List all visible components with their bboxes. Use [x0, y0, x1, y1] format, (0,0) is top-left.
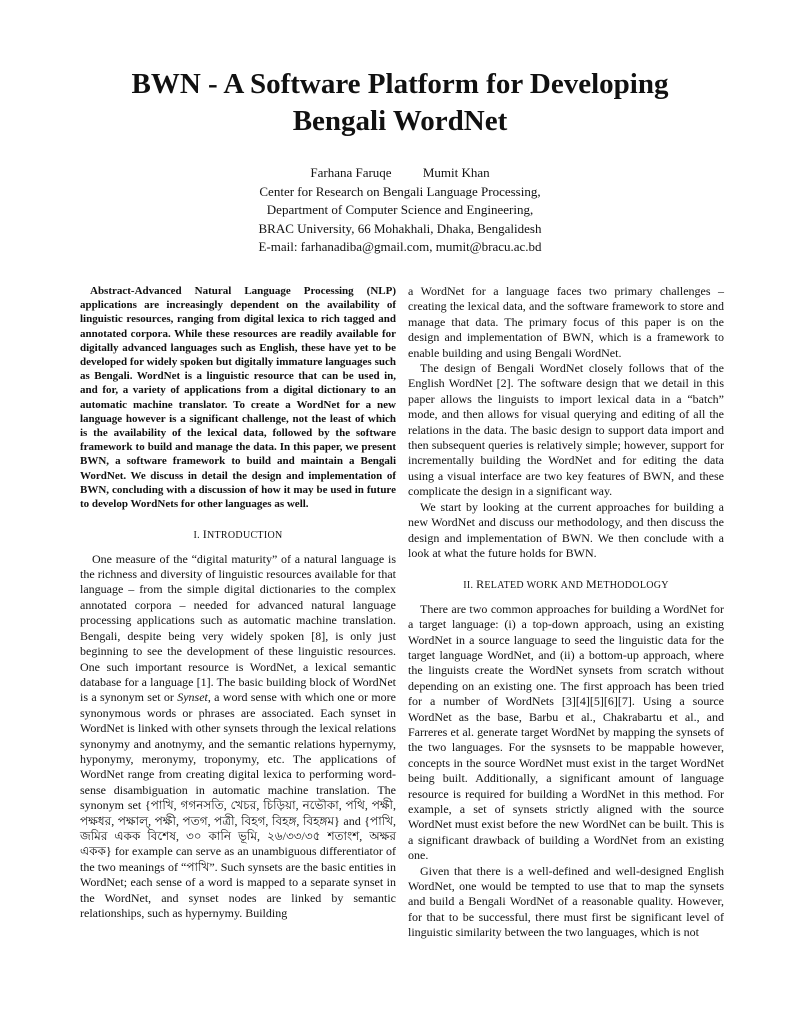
heading-rest: ETHODOLOGY — [596, 580, 669, 592]
outline-paragraph: We start by looking at the current approaches for building a new WordNet and discuss our methodology, and then discuss the design and implementation of BWN. We then conclude with a look at what the future holds for BWN. — [408, 499, 724, 560]
left-column — [80, 284, 396, 921]
section-number: I. — [193, 530, 200, 542]
affiliation-line-3: BRAC University, 66 Mohakhali, Dhaka, Bengalidesh — [258, 220, 542, 236]
english-wordnet-paragraph: Given that there is a well-defined and well-designed English WordNet, one would be tempted to use that to map the synsets and build a Bengali WordNet of a reasonable quality. However, for that to be successful, there must first be significant level of linguistic similarity between the two languages, which is not — [408, 863, 724, 940]
author-names — [150, 164, 650, 183]
heading-mid: ELATED WORK AND — [484, 580, 586, 592]
heading-initial-2: M — [585, 577, 597, 592]
title-line-2: Bengali WordNet — [292, 105, 508, 137]
section-heading-related-work — [408, 577, 724, 593]
right-column — [408, 284, 724, 941]
heading-initial: R — [476, 577, 485, 592]
paper-title — [60, 66, 740, 140]
heading-initial: I — [202, 527, 207, 542]
abstract: Abstract-Advanced Natural Language Processing (NLP) applications are increasingly dependent on the availability of linguistic resources, ranging from digital lexica to rich tagged and annotated corpora. While these resources are readily available for digitally advanced languages such as English, these have yet to be developed for widely spoken but digitally immature languages such as Bengali. WordNet is a linguistic resource that can be used in, and for, a variety of applications from a digital dictionary to an automatic machine translator. To create a WordNet for a new language however is a significant challenge, not the least of which is the availability of the lexical data, followed by the software framework to build and manage the data. In this paper, we present BWN, a software framework to build and maintain a Bengali WordNet. We discuss in detail the design and implementation of BWN, concluding with a discussion of how it may be used in future to develop WordNets for other languages as well. — [80, 285, 396, 511]
design-paragraph: The design of Bengali WordNet closely follows that of the English WordNet [2]. The software design that we detail in this paper allows the linguists to import lexical data in a “batch” mode, and then allows for visual querying and editing of all the relations in the data. The basic design to support data import and then subsequent queries is relatively simple; however, support for incrementally building the WordNet and for editing the data using a visual interface are two key features of BWN, and these complicate the design in a significant way. — [408, 361, 724, 499]
intro-continuation-paragraph: a WordNet for a language faces two primary challenges – creating the lexical data, and the software framework to store and manage that data. The primary focus of this paper is on the design and implementation of BWN, which is a framework to enable building and using Bengali WordNet. — [408, 284, 724, 360]
intro-paragraph — [80, 552, 396, 922]
author-1: Farhana Faruqe — [310, 165, 392, 180]
author-block — [150, 164, 650, 257]
approaches-paragraph: There are two common approaches for building a WordNet for a target language: (i) a top-down approach, using an existing WordNet in a source language to seed the linguistic data for the target language WordNet, and (ii) a bottom-up approach, where the linguists create the WordNet synsets from scratch without depending on an existing one. The first approach has been tried for a number of WordNets [3][4][5][6][7]. Using a source WordNet as the base, Barbu et al., Chakrabartu et al., and Farreres et al. generate target WordNet by mapping the synsets of the two languages. For the sysnsets to be mappable however, concepts in the source WordNet must exist in the target WordNet being built. Additionally, a significant amount of language resource is required for building a WordNet in this method. For example, a set of synsets strictly aligned with the source WordNet must exist before the new WordNet can be built. This is a significant drawback of building a WordNet from an existing one. — [408, 601, 724, 863]
title-line-1: BWN - A Software Platform for Developing — [131, 68, 669, 100]
heading-rest: NTRODUCTION — [207, 530, 283, 542]
synset-term: Synset — [177, 690, 208, 705]
section-number: II. — [463, 580, 474, 592]
intro-text-part1: One measure of the “digital maturity” of a natural language is the richness and diversity of linguistic resources available for that language – from the simple digital dictionaries to the complex annotated corpora – needed for advanced natural language processing applications such as automatic machine translation. Bengali, despite being very widely spoken [8], is only just beginning to see the development of these linguistic resources. One such important resource is WordNet, a lexical semantic database for a language [1]. The basic building block of WordNet is a synonym set or — [80, 551, 396, 705]
author-email: E-mail: farhanadiba@gmail.com, mumit@bracu.ac.bd — [258, 239, 542, 254]
section-heading-introduction — [80, 527, 396, 543]
intro-text-part2: , a word sense with which one or more synonymous words or phrases are associated. Each synset in WordNet is linked with other synsets through the lexical relations synonymy and anotnymy, and the semantic relations hypernymy, hyponymy, meronymy, troponymy, etc. The applications of WordNet range from creating digital lexica to performing word-sense disambiguation in automatic machine translation. The synonym set {পাখি, গগনসতি, খেচর, চিড়িয়া, নভৌকা, পথি, পক্ষী, পক্ষধর, পক্ষাল্‌, পক্ষী, পতগ, পত্রী, বিহগ, বিহঙ্গ, বিহঙ্গম} and {পাখি, জমির একক বিশেষ, ৩০ কানি ভূমি, ২৬/৩৩/৩৫ শতাংশ, অক্ষর একক} for example can serve as an unambiguous differentiator of the two meanings of “পাখি”. Such synsets are the basic entities in WordNet; each sense of a word is mapped to a separate synset in the WordNet, and synset nodes are linked by semantic relationships, such as hypernymy. Building — [80, 690, 396, 920]
affiliation-line-1: Center for Research on Bengali Language Processing, — [259, 183, 541, 199]
affiliation-line-2: Department of Computer Science and Engineering, — [266, 202, 534, 217]
author-2: Mumit Khan — [422, 165, 490, 180]
